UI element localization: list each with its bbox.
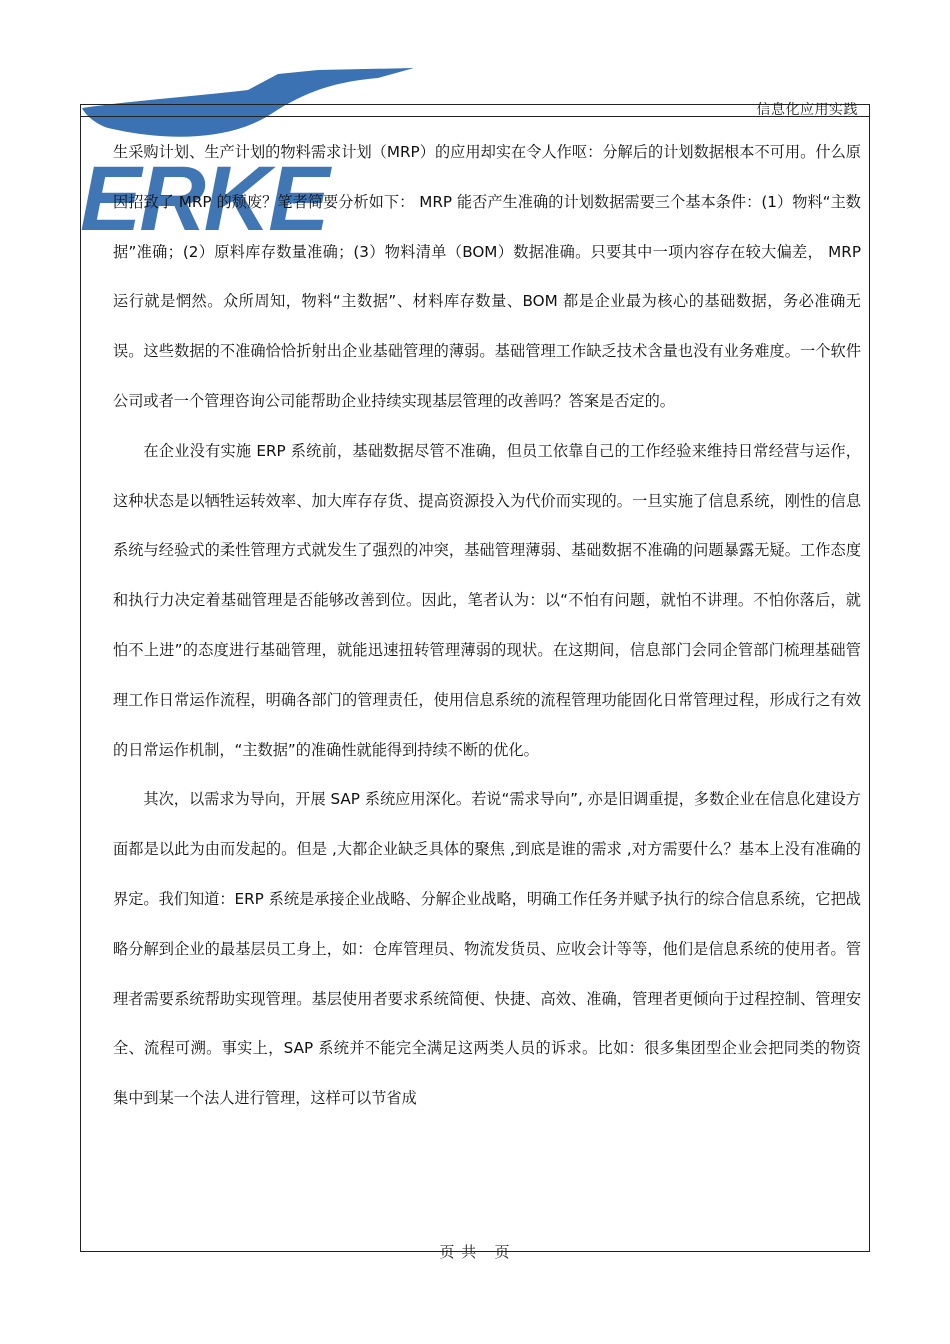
header-title: 信息化应用实践: [756, 102, 858, 118]
page-footer: 页 共 页: [439, 1243, 511, 1261]
paragraph-1: 生采购计划、生产计划的物料需求计划（MRP）的应用却实在令人作呕：分解后的计划数据根本不可用。什么原因招致了 MRP 的颓废？笔者简要分析如下： MRP 能否产生准确的计划数据需要三个基本条件：(1）物料“主数据”准确；(2）原料库存数量准确；(3）物料清单（BOM）数据准确。只要其中一项内容存在较大偏差， MRP 运行就是惘然。众所周知，物料“主数据”、材料库存数量、BOM 都是企业最为核心的基础数据，务必准确无误。这些数据的不准确恰恰折射出企业基础管理的薄弱。基础管理工作缺乏技术含量也没有业务难度。一个软件公司或者一个管理咨询公司能帮助企业持续实现基层管理的改善吗？答案是否定的。: [113, 143, 861, 410]
paragraph-3: 其次，以需求为导向，开展 SAP 系统应用深化。若说“需求导向”, 亦是旧调重提，多数企业在信息化建设方面都是以此为由而发起的。但是 ,大都企业缺乏具体的聚焦 ,到底是谁的需求 ,对方需要什么？基本上没有准确的界定。我们知道：ERP 系统是承接企业战略、分解企业战略，明确工作任务并赋予执行的综合信息系统，它把战略分解到企业的最基层员工身上，如：仓库管理员、物流发货员、应收会计等等，他们是信息系统的使用者。管理者需要系统帮助实现管理。基层使用者要求系统简便、快捷、高效、准确，管理者更倾向于过程控制、管理安全、流程可溯。事实上，SAP 系统并不能完全满足这两类人员的诉求。比如：很多集团型企业会把同类的物资集中到某一个法人进行管理，这样可以节省成: [113, 790, 861, 1108]
header-rule: [80, 116, 870, 117]
logo-wordmark: ERKE: [80, 148, 328, 236]
paragraph-2: 在企业没有实施 ERP 系统前，基础数据尽管不准确，但员工依靠自己的工作经验来维持日常经营与运作，这种状态是以牺牲运转效率、加大库存存货、提高资源投入为代价而实现的。一旦实施了信息系统，刚性的信息系统与经验式的柔性管理方式就发生了强烈的冲突，基础管理薄弱、基础数据不准确的问题暴露无疑。工作态度和执行力决定着基础管理是否能够改善到位。因此，笔者认为：以“不怕有问题，就怕不讲理。不怕你落后，就怕不上进”的态度进行基础管理，就能迅速扭转管理薄弱的现状。在这期间，信息部门会同企管部门梳理基础管理工作日常运作流程，明确各部门的管理责任，使用信息系统的流程管理功能固化日常管理过程，形成行之有效的日常运作机制，“主数据”的准确性就能得到持续不断的优化。: [113, 441, 861, 759]
body-text: [113, 128, 861, 1124]
